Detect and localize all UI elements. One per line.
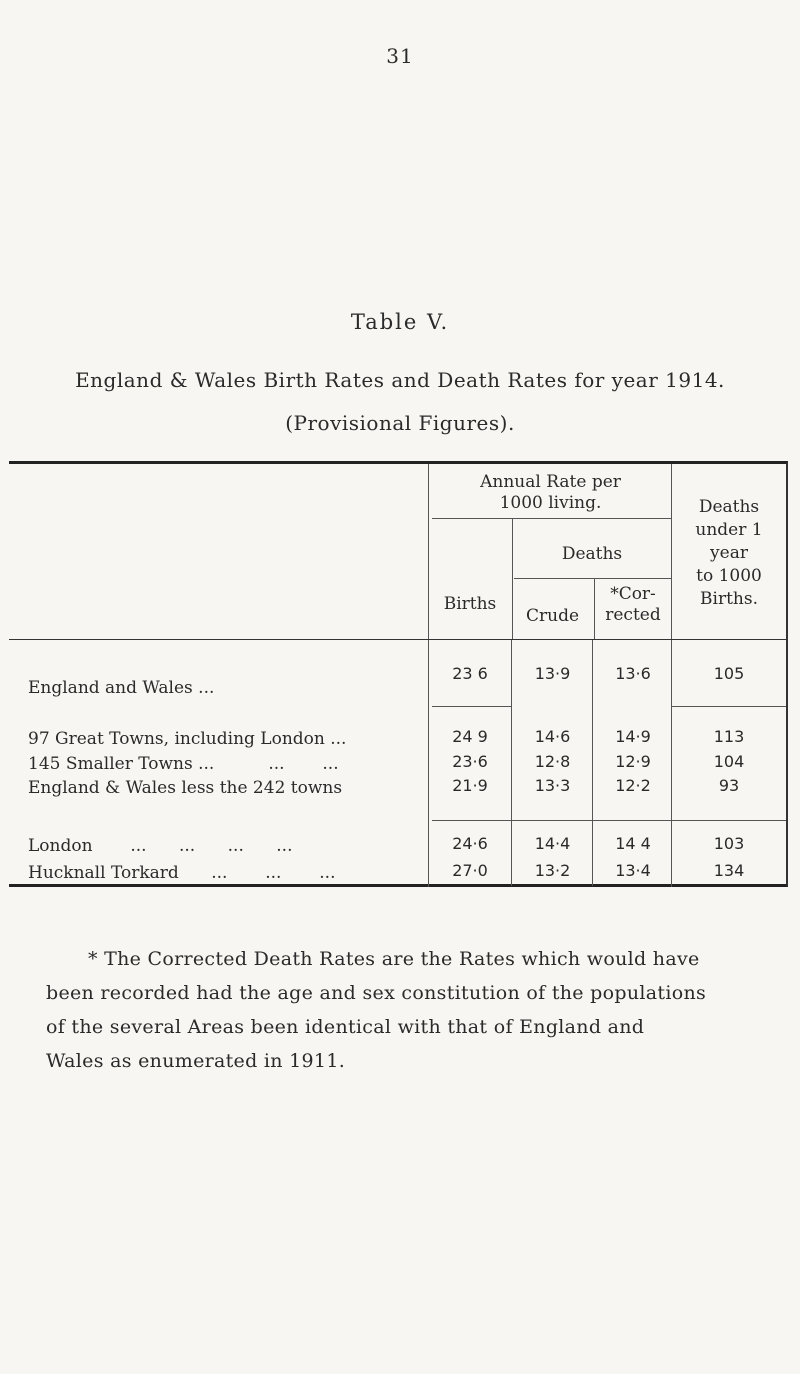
cell-crude: 12·8 bbox=[534, 752, 571, 771]
header-crude: Crude bbox=[525, 606, 580, 626]
cell-corrected: 14·9 bbox=[615, 727, 651, 746]
cell-infant: 105 bbox=[713, 664, 745, 683]
cell-infant: 93 bbox=[718, 776, 740, 795]
cell-births: 27·0 bbox=[452, 861, 488, 880]
cell-infant: 113 bbox=[713, 727, 745, 746]
row-rule bbox=[432, 820, 786, 821]
cell-infant: 103 bbox=[713, 834, 745, 853]
header-rule bbox=[432, 518, 672, 519]
cell-crude: 14·4 bbox=[534, 834, 571, 853]
row-label-england-wales: England and Wales ... bbox=[28, 678, 215, 698]
cell-crude: 13·3 bbox=[534, 776, 571, 795]
cell-infant: 104 bbox=[713, 752, 745, 771]
cell-corrected: 13·4 bbox=[615, 861, 651, 880]
footnote-line: * The Corrected Death Rates are the Rates which would have bbox=[88, 948, 700, 970]
row-label-hucknall-torkard: Hucknall Torkard ... ... ... bbox=[28, 863, 336, 883]
cell-corrected: 12·9 bbox=[615, 752, 651, 771]
table-subtitle: England & Wales Birth Rates and Death Rates for year 1914. bbox=[75, 368, 725, 392]
cell-crude: 13·9 bbox=[534, 664, 571, 683]
row-label-smaller-towns: 145 Smaller Towns ... ... ... bbox=[28, 754, 339, 774]
rates-table bbox=[9, 461, 788, 887]
row-rule bbox=[672, 706, 786, 707]
footnote bbox=[46, 942, 761, 1078]
header-rule bbox=[9, 639, 786, 640]
cell-births: 23·6 bbox=[452, 752, 488, 771]
table-subtitle-provisional: (Provisional Figures). bbox=[285, 411, 515, 435]
row-label-london: London ... ... ... ... bbox=[28, 836, 293, 856]
cell-corrected: 14 4 bbox=[615, 834, 651, 853]
page-number: 31 bbox=[386, 44, 414, 68]
header-annual-rate: Annual Rate per 1000 living. bbox=[480, 472, 621, 513]
cell-corrected: 12·2 bbox=[615, 776, 651, 795]
cell-births: 21·9 bbox=[452, 776, 488, 795]
header-corrected: *Cor- rected bbox=[605, 584, 661, 625]
footnote-line: been recorded had the age and sex constitution of the populations bbox=[46, 982, 707, 1004]
cell-crude: 14·6 bbox=[534, 727, 571, 746]
cell-crude: 13·2 bbox=[534, 861, 571, 880]
footnote-line: of the several Areas been identical with that of England and bbox=[46, 1016, 645, 1038]
footnote-line: Wales as enumerated in 1911. bbox=[46, 1050, 346, 1072]
header-infant-deaths: Deaths under 1 year to 1000 Births. bbox=[695, 497, 763, 609]
row-label-great-towns: 97 Great Towns, including London ... bbox=[28, 729, 347, 749]
cell-births: 24·6 bbox=[452, 834, 488, 853]
header-deaths: Deaths bbox=[561, 544, 623, 564]
table-title: Table V. bbox=[350, 310, 450, 334]
row-label-rest-of-country: England & Wales less the 242 towns bbox=[28, 778, 343, 798]
header-rule bbox=[514, 578, 671, 579]
header-births: Births bbox=[443, 594, 497, 614]
cell-births: 23 6 bbox=[452, 664, 488, 683]
cell-corrected: 13·6 bbox=[615, 664, 651, 683]
cell-infant: 134 bbox=[713, 861, 745, 880]
row-rule bbox=[432, 706, 512, 707]
cell-births: 24 9 bbox=[452, 727, 488, 746]
